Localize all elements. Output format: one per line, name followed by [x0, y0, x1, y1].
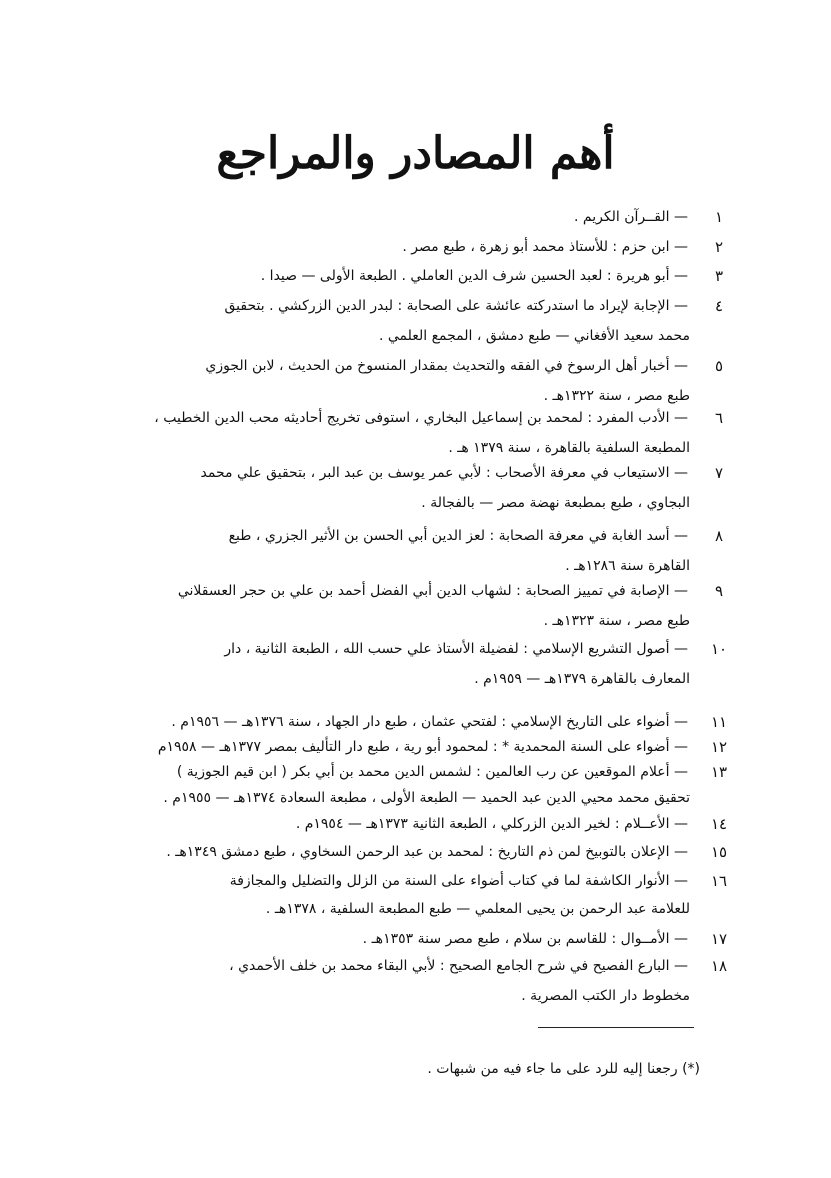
- reference-number: ٨: [714, 527, 724, 545]
- reference-number: ٥: [714, 357, 724, 375]
- reference-entry: — الأدب المفرد : لمحمد بن إسماعيل البخاري ، استوفى تخريج أحاديثه محب الدين الخطيب ،: [154, 410, 688, 426]
- reference-entry-continuation: القاهرة سنة ١٢٨٦هـ .: [565, 558, 690, 574]
- reference-entry: — أعلام الموقعين عن رب العالمين : لشمس الدين محمد بن أبي بكر ( ابن قيم الجوزية ): [176, 764, 688, 780]
- reference-entry: — الإجابة لإيراد ما استدركته عائشة على الصحابة : لبدر الدين الزركشي . بتحقيق: [224, 298, 688, 314]
- reference-number: ٢: [714, 238, 724, 256]
- reference-entry-continuation: محمد سعيد الأفغاني — طبع دمشق ، المجمع العلمي .: [378, 328, 690, 344]
- reference-entry: — أصول التشريع الإسلامي : لفضيلة الأستاذ علي حسب الله ، الطبعة الثانية ، دار: [224, 641, 688, 657]
- reference-number: ٦: [714, 409, 724, 427]
- reference-entry: — الإصابة في تمييز الصحابة : لشهاب الدين أبي الفضل أحمد بن علي بن حجر العسقلاني: [177, 583, 688, 599]
- reference-number: ٤: [714, 297, 724, 315]
- reference-number: ١٢: [710, 738, 728, 756]
- reference-entry-continuation: البجاوي ، طبع بمطبعة نهضة مصر — بالفجالة .: [421, 495, 690, 511]
- reference-entry-continuation: مخطوط دار الكتب المصرية .: [521, 988, 690, 1004]
- footnote: (*) رجعنا إليه للرد على ما جاء فيه من شبهات .: [427, 1061, 700, 1077]
- page-title: أهم المصادر والمراجع: [216, 128, 615, 179]
- reference-entry: — أضواء على السنة المحمدية * : لمحمود أبو رية ، طبع دار التأليف بمصر ١٣٧٧هـ — ١٩٥٨م: [157, 739, 688, 755]
- reference-entry-continuation: طبع مصر ، سنة ١٣٢٢هـ .: [543, 388, 690, 404]
- reference-number: ٧: [714, 464, 724, 482]
- reference-number: ١١: [710, 713, 728, 731]
- reference-entry: — أسد الغابة في معرفة الصحابة : لعز الدين أبي الحسن بن الأثير الجزري ، طبع: [228, 528, 688, 544]
- reference-entry-continuation: للعلامة عبد الرحمن بن يحيى المعلمي — طبع المطبعة السلفية ، ١٣٧٨هـ .: [265, 901, 690, 917]
- reference-number: ١٧: [710, 930, 728, 948]
- reference-entry-continuation: المطبعة السلفية بالقاهرة ، سنة ١٣٧٩ هـ .: [448, 440, 690, 456]
- reference-number: ١٤: [710, 815, 728, 833]
- reference-entry: — الإعلان بالتوبيخ لمن ذم التاريخ : لمحمد بن عبد الرحمن السخاوي ، طبع دمشق ١٣٤٩هـ .: [166, 844, 688, 860]
- reference-entry-continuation: تحقيق محمد محيي الدين عبد الحميد — الطبعة الأولى ، مطبعة السعادة ١٣٧٤هـ — ١٩٥٥م .: [163, 790, 690, 806]
- reference-number: ١٠: [710, 640, 728, 658]
- reference-entry: — البارع الفصيح في شرح الجامع الصحيح : لأبي البقاء محمد بن خلف الأحمدي ،: [229, 958, 688, 974]
- reference-number: ١: [714, 208, 724, 226]
- reference-entry: — أضواء على التاريخ الإسلامي : لفتحي عثمان ، طبع دار الجهاد ، سنة ١٣٧٦هـ — ١٩٥٦م .: [171, 714, 688, 730]
- reference-entry: — الأنوار الكاشفة لما في كتاب أضواء على السنة من الزلل والتضليل والمجازفة: [229, 873, 688, 889]
- reference-entry-continuation: طبع مصر ، سنة ١٣٢٣هـ .: [543, 613, 690, 629]
- reference-entry-continuation: المعارف بالقاهرة ١٣٧٩هـ — ١٩٥٩م .: [474, 671, 690, 687]
- reference-number: ١٨: [710, 957, 728, 975]
- reference-number: ١٣: [710, 763, 728, 781]
- reference-entry: — الأمــوال : للقاسم بن سلام ، طبع مصر سنة ١٣٥٣هـ .: [362, 931, 688, 947]
- footnote-divider: [538, 1027, 694, 1028]
- reference-number: ١٥: [710, 843, 728, 861]
- reference-number: ٩: [714, 582, 724, 600]
- reference-entry: — أبو هريرة : لعبد الحسين شرف الدين العاملي . الطبعة الأولى — صيدا .: [260, 268, 688, 284]
- reference-number: ٣: [714, 267, 724, 285]
- reference-entry: — القــرآن الكريم .: [574, 209, 688, 225]
- reference-number: ١٦: [710, 872, 728, 890]
- reference-entry: — الأعــلام : لخير الدين الزركلي ، الطبعة الثانية ١٣٧٣هـ — ١٩٥٤م .: [295, 816, 688, 832]
- reference-entry: — ابن حزم : للأستاذ محمد أبو زهرة ، طبع مصر .: [402, 239, 688, 255]
- reference-entry: — الاستيعاب في معرفة الأصحاب : لأبي عمر يوسف بن عبد البر ، بتحقيق علي محمد: [200, 465, 688, 481]
- reference-entry: — أخبار أهل الرسوخ في الفقه والتحديث بمقدار المنسوخ من الحديث ، لابن الجوزي: [205, 358, 688, 374]
